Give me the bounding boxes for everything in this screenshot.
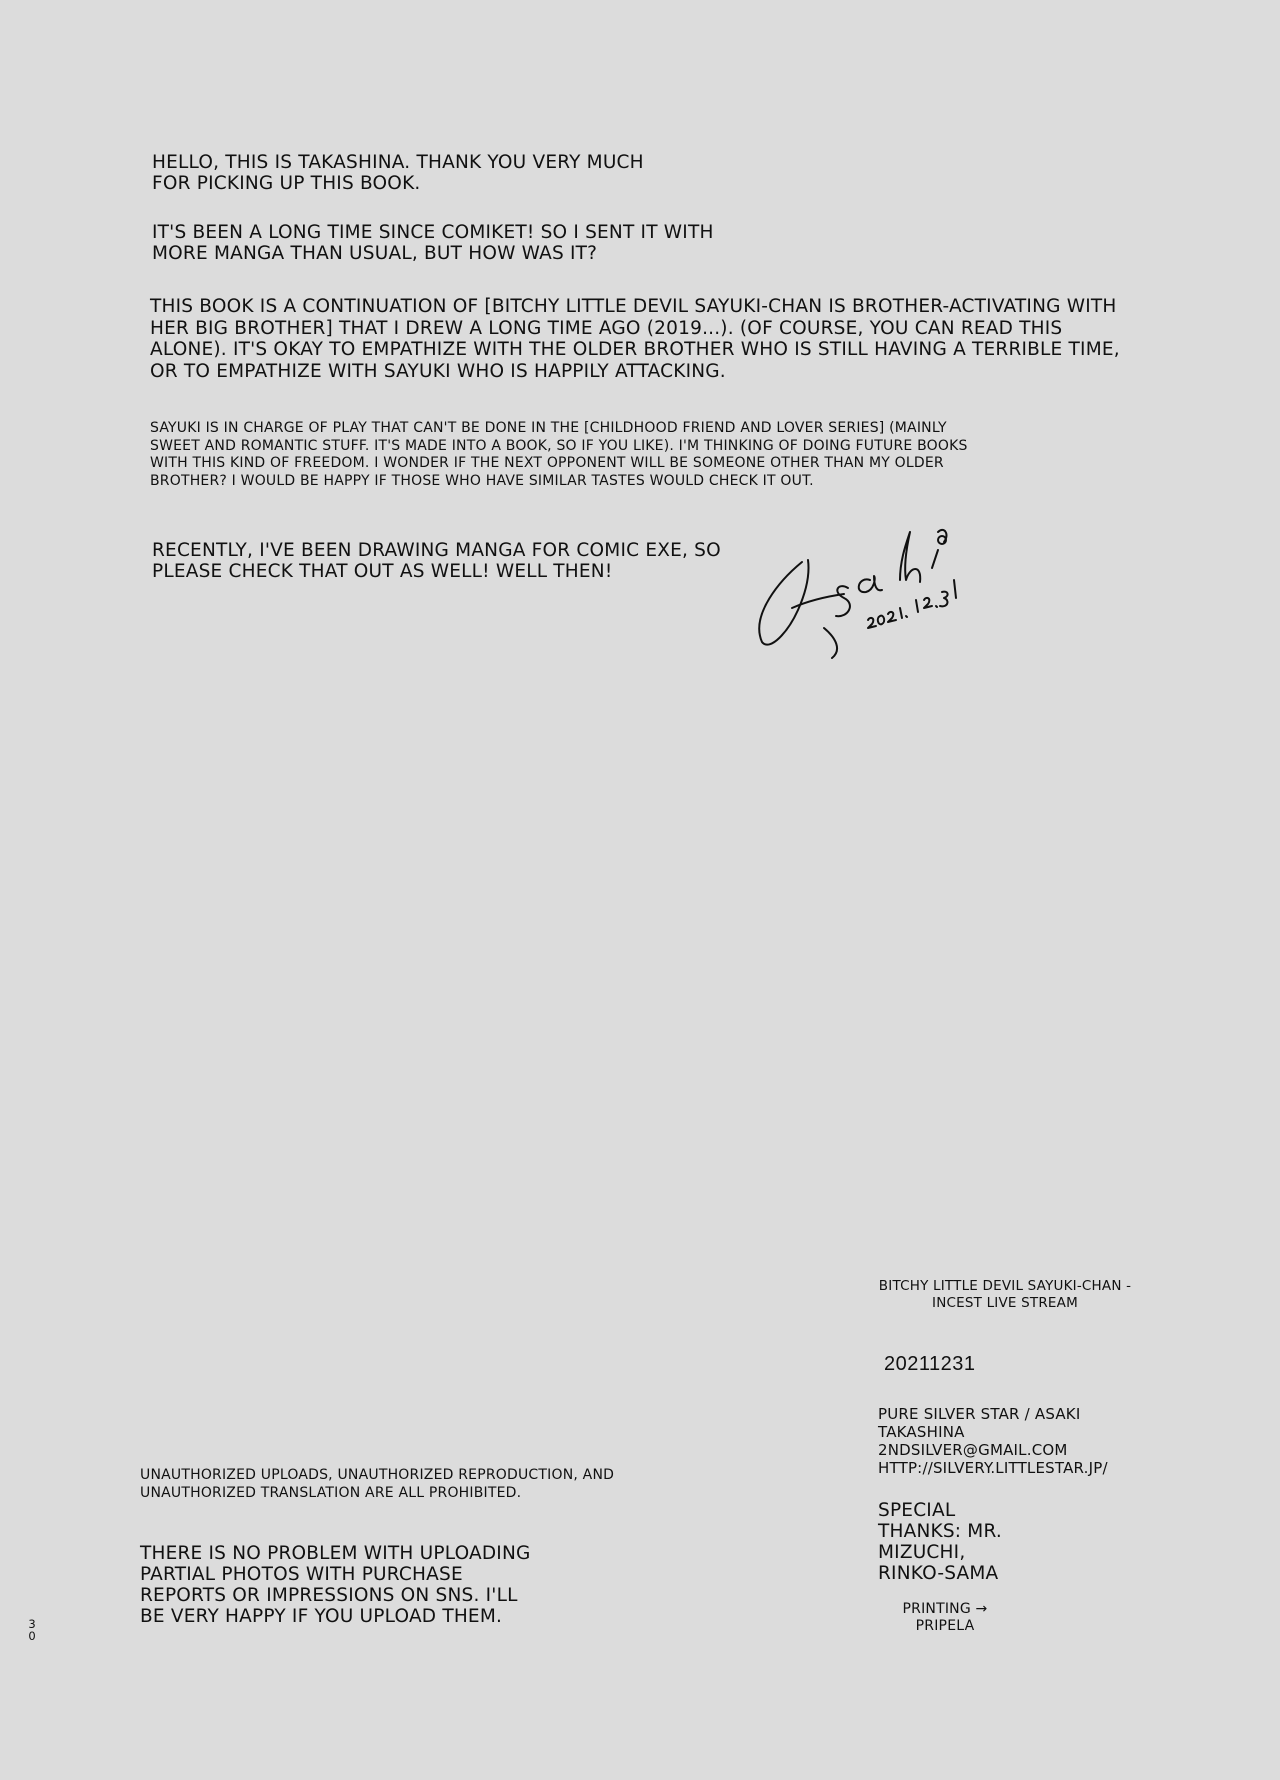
afterword-paragraph-closing bbox=[152, 540, 721, 582]
text-line: PARTIAL PHOTOS WITH PURCHASE bbox=[140, 1564, 463, 1585]
afterword-paragraph-comiket bbox=[152, 222, 714, 264]
text-line: THANKS: MR. bbox=[878, 1521, 1002, 1542]
text-line: SPECIAL bbox=[878, 1500, 956, 1521]
text-line: UNAUTHORIZED UPLOADS, UNAUTHORIZED REPRODUCTION, AND bbox=[140, 1467, 615, 1483]
afterword-paragraph-greeting bbox=[152, 152, 644, 194]
text-line: PRIPELA bbox=[915, 1618, 975, 1634]
text-line: RECENTLY, I'VE BEEN DRAWING MANGA FOR COMIC EXE, SO bbox=[152, 540, 721, 561]
text-line: HELLO, THIS IS TAKASHINA. THANK YOU VERY MUCH bbox=[152, 152, 644, 173]
page-number: 30 bbox=[28, 1617, 36, 1643]
unauthorized-notice bbox=[140, 1467, 614, 1502]
text-line: PLEASE CHECK THAT OUT AS WELL! WELL THEN! bbox=[152, 561, 613, 582]
text-line: MIZUCHI, bbox=[878, 1542, 966, 1563]
text-line: TAKASHINA bbox=[878, 1423, 965, 1441]
colophon-url: HTTP://SILVERY.LITTLESTAR.JP/ bbox=[878, 1459, 1108, 1477]
text-line: SWEET AND ROMANTIC STUFF. IT'S MADE INTO A BOOK, SO IF YOU LIKE). I'M THINKING OF DOING FUTURE BOOKS bbox=[150, 437, 968, 454]
sns-notice bbox=[140, 1543, 531, 1627]
text-line: RINKO-SAMA bbox=[878, 1563, 999, 1584]
text-line: BITCHY LITTLE DEVIL SAYUKI-CHAN - bbox=[878, 1278, 1132, 1294]
text-line: PRINTING → bbox=[902, 1601, 988, 1617]
text-line: OR TO EMPATHIZE WITH SAYUKI WHO IS HAPPILY ATTACKING. bbox=[150, 360, 726, 382]
text-line: PURE SILVER STAR / ASAKI bbox=[878, 1405, 1081, 1423]
text-line: UNAUTHORIZED TRANSLATION ARE ALL PROHIBITED. bbox=[140, 1484, 522, 1501]
colophon-special-thanks bbox=[878, 1500, 1002, 1584]
afterword-paragraph-continuation bbox=[150, 296, 1120, 382]
afterword-paragraph-series bbox=[150, 420, 968, 490]
text-line: THERE IS NO PROBLEM WITH UPLOADING bbox=[140, 1543, 531, 1564]
text-line: INCEST LIVE STREAM bbox=[932, 1295, 1078, 1311]
text-line: REPORTS OR IMPRESSIONS ON SNS. I'LL bbox=[140, 1585, 518, 1606]
handwritten-signature bbox=[740, 520, 1000, 660]
text-line: BE VERY HAPPY IF YOU UPLOAD THEM. bbox=[140, 1606, 503, 1627]
colophon-title bbox=[870, 1278, 1140, 1312]
text-line: WITH THIS KIND OF FREEDOM. I WONDER IF THE NEXT OPPONENT WILL BE SOMEONE OTHER THAN MY OLDER bbox=[150, 455, 944, 471]
text-line: ALONE). IT'S OKAY TO EMPATHIZE WITH THE OLDER BROTHER WHO IS STILL HAVING A TERRIBLE TIME, bbox=[150, 339, 1120, 360]
colophon-circle-info bbox=[878, 1405, 1108, 1477]
colophon-printing bbox=[880, 1601, 1010, 1635]
text-line: MORE MANGA THAN USUAL, BUT HOW WAS IT? bbox=[152, 243, 598, 264]
text-line: IT'S BEEN A LONG TIME SINCE COMIKET! SO I SENT IT WITH bbox=[152, 222, 714, 243]
text-line: BROTHER? I WOULD BE HAPPY IF THOSE WHO HAVE SIMILAR TASTES WOULD CHECK IT OUT. bbox=[150, 472, 814, 489]
text-line: HER BIG BROTHER] THAT I DREW A LONG TIME AGO (2019...). (OF COURSE, YOU CAN READ THIS bbox=[150, 317, 1063, 339]
colophon-email: 2NDSILVER@GMAIL.COM bbox=[878, 1441, 1068, 1459]
text-line: SAYUKI IS IN CHARGE OF PLAY THAT CAN'T BE DONE IN THE [CHILDHOOD FRIEND AND LOVER SERIES] (MAINLY bbox=[150, 420, 947, 436]
text-line: THIS BOOK IS A CONTINUATION OF [BITCHY LITTLE DEVIL SAYUKI-CHAN IS BROTHER-ACTIVATING WITH bbox=[150, 296, 1117, 317]
text-line: FOR PICKING UP THIS BOOK. bbox=[152, 173, 421, 194]
colophon-date: 20211231 bbox=[884, 1353, 976, 1375]
